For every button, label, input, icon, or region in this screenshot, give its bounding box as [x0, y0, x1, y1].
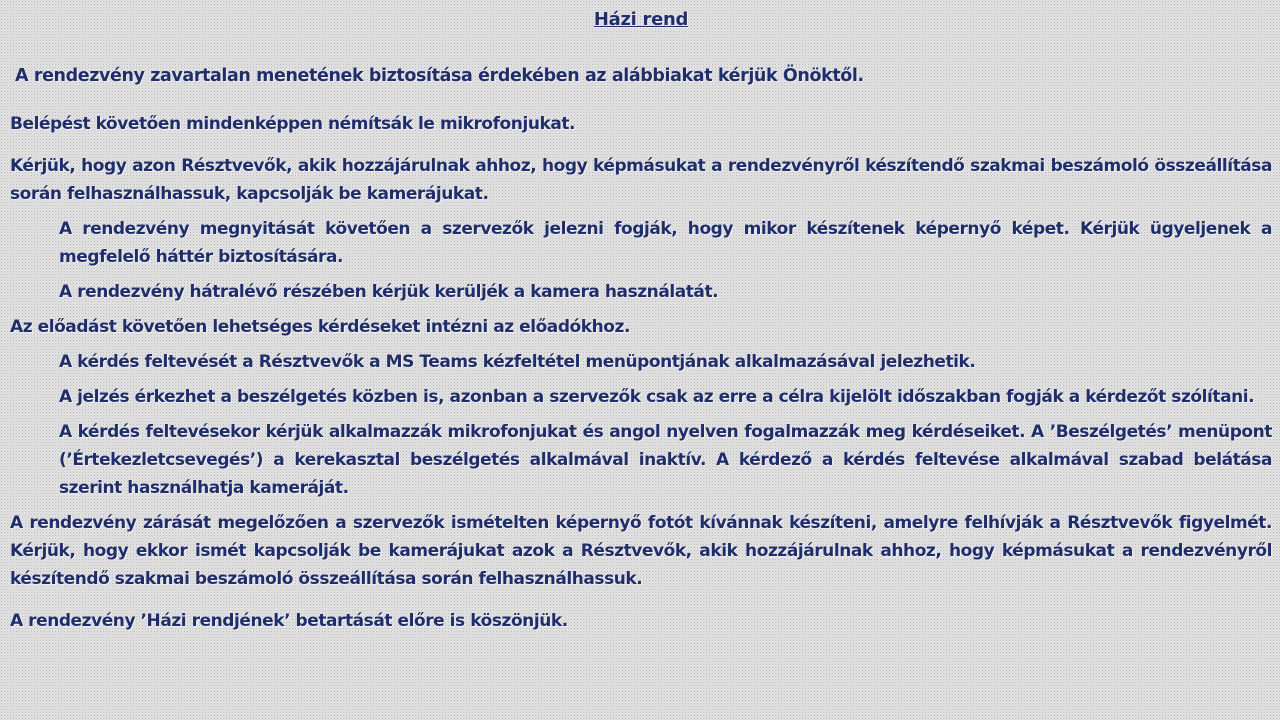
rule-camera-off: A rendezvény hátralévő részében kérjük kerüljék a kamera használatát.: [59, 282, 719, 302]
rule-closing-screenshot: A rendezvény zárását megelőzően a szervezők ismételten képernyő fotót kívánnak készíteni, amelyre felhívják a Résztvevők figyelmét. Kérjük, hogy ekkor ismét kapcsolják be kamerájukat azok a Résztvevők, akik hozzájárulnak ahhoz, hogy képmásukat a rendezvényről készítendő szakmai beszámoló összeállítása során felhasználhassuk.: [10, 513, 1272, 589]
rule-mute-microphone: Belépést követően mindenképpen némítsák le mikrofonjukat.: [10, 114, 576, 134]
rule-signal-timing: A jelzés érkezhet a beszélgetés közben is, azonban a szervezők csak az erre a célra kijelölt időszakban fogják a kérdezőt szólítani.: [59, 387, 1255, 407]
rule-questions-heading: Az előadást követően lehetséges kérdéseket intézni az előadókhoz.: [10, 317, 630, 337]
house-rules-document: [10, 8, 1272, 635]
intro-text: A rendezvény zavartalan menetének biztosítása érdekében az alábbiakat kérjük Önöktől.: [15, 66, 864, 86]
closing-thanks: A rendezvény ’Házi rendjének’ betartását előre is köszönjük.: [10, 611, 568, 631]
rule-camera-consent: Kérjük, hogy azon Résztvevők, akik hozzájárulnak ahhoz, hogy képmásukat a rendezvényről készítendő szakmai beszámoló összeállítása során felhasználhassuk, kapcsolják be kamerájukat.: [10, 156, 1272, 204]
rule-raise-hand: A kérdés feltevését a Résztvevők a MS Teams kézfeltétel menüpontjának alkalmazásával jelezhetik.: [59, 352, 976, 372]
page-title: Házi rend: [593, 9, 689, 30]
rule-asking-questions: A kérdés feltevésekor kérjük alkalmazzák mikrofonjukat és angol nyelven fogalmazzák meg kérdéseiket. A ’Beszélgetés’ menüpont (’Értekezletcsevegés’) a kerekasztal beszélgetés alkalmával inaktív. A kérdező a kérdés feltevése alkalmával szabad belátása szerint használhatja kameráját.: [59, 422, 1272, 498]
rule-screenshot-opening: A rendezvény megnyitását követően a szervezők jelezni fogják, hogy mikor készítenek képernyő képet. Kérjük ügyeljenek a megfelelő háttér biztosítására.: [59, 219, 1272, 267]
